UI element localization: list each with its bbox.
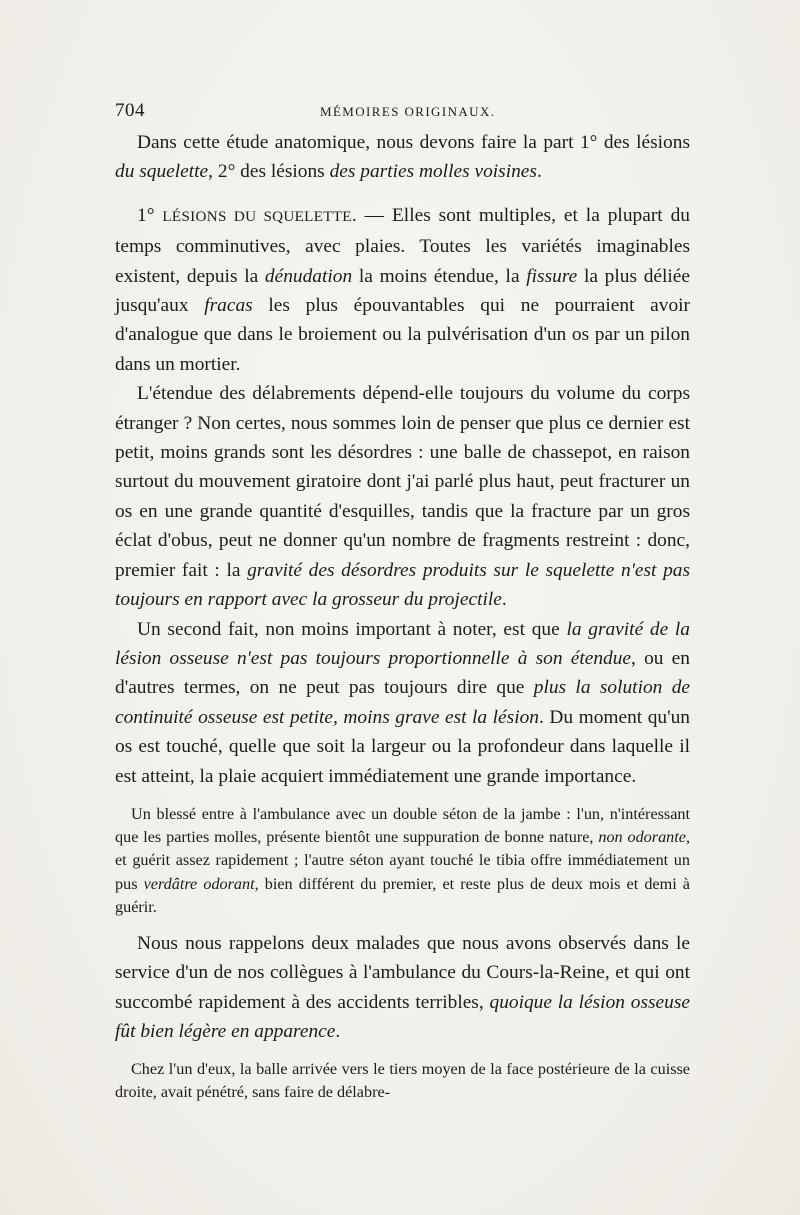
paragraph-intro — [115, 128, 690, 187]
text-run: Chez l'un d'eux, la balle arrivée vers le tiers moyen de la face postérieure de la cuisse droite, avait pénétré, sans faire de délabre- — [115, 1059, 690, 1101]
section-heading: LÉSIONS DU SQUELETTE — [162, 208, 352, 225]
text-run: Un second fait, non moins important à noter, est que — [137, 618, 567, 640]
text-run: , et guérit assez rapidement ; l'autre séton ayant touché le tibia offre immédiatement un pus — [115, 828, 690, 893]
italic-run: non odorante — [598, 828, 686, 847]
text-run: , bien différent du premier, et reste plus de deux mois et demi à guérir. — [115, 874, 690, 916]
page-body — [115, 128, 690, 1104]
section-number: 1° — [137, 204, 163, 226]
text-run: . — [501, 589, 507, 611]
italic-run: des parties molles voisines — [329, 161, 537, 183]
text-run: les plus épouvantables qui ne pourraient avoir d'analogue que dans le broiement ou la pulvérisation d'un os par un pilon dans un mortier. — [115, 295, 690, 375]
running-head: MÉMOIRES ORIGINAUX. — [320, 104, 496, 119]
page-header — [115, 100, 690, 124]
italic-run: dénudation — [264, 265, 353, 287]
italic-run: quoique la lésion osseuse fût bien légère en apparence — [115, 991, 690, 1043]
italic-run: fracas — [204, 295, 253, 317]
text-run: , 2° des lésions — [208, 161, 330, 183]
text-run: . Du moment qu'un os est touché, quelle que soit la largeur ou la profondeur dans laquelle il est atteint, la plaie acquiert immédiatement une grande importance. — [115, 706, 690, 787]
italic-run: plus la solution de continuité osseuse est petite, moins grave est la lésion — [115, 677, 690, 728]
text-run: la plus déliée jusqu'aux — [115, 265, 691, 317]
paragraph-exemple-seton — [115, 803, 690, 919]
italic-run: verdâtre odorant — [143, 874, 255, 893]
text-run: L'étendue des délabrements dépend-elle toujours du volume du corps étranger ? Non certes, nous sommes loin de penser que plus ce dernier est petit, moins grands sont les désordres : une balle de chassepot, en raison surtout du mouvement giratoire dont j'ai parlé plus haut, peut fracturer un os en une grande quantité d'esquilles, tandis que la fracture par un gros éclat d'obus, peut ne donner qu'un nombre de fragments restreint : donc, premier fait : la — [115, 383, 690, 581]
text-run: . — [335, 1021, 341, 1043]
paragraph-deux-malades — [115, 929, 690, 1047]
text-run: . — [536, 161, 542, 183]
text-run: . — Elles sont multiples, et la plupart du temps comminutives, avec plaies. Toutes les variétés imaginables existent, depuis la — [115, 204, 690, 287]
paragraph-etendue — [115, 379, 690, 614]
italic-run: gravité des désordres produits sur le squelette n'est pas toujours en rapport avec la grosseur du projectile — [115, 559, 691, 611]
page-number: 704 — [115, 100, 145, 121]
italic-run: fissure — [526, 265, 578, 287]
text-run: , ou en d'autres termes, on ne peut pas toujours dire que — [115, 647, 690, 699]
text-run: Un blessé entre à l'ambulance avec un double séton de la jambe : l'un, n'intéressant que les parties molles, présente bientôt une suppuration de bonne nature, — [115, 804, 690, 847]
text-run: Nous nous rappelons deux malades que nous avons observés dans le service d'un de nos collègues à l'ambulance du Cours-la-Reine, et qui ont succombé rapidement à des accidents terribles, — [115, 932, 690, 1013]
italic-run: du squelette — [115, 161, 209, 183]
paragraph-chez-l-un — [115, 1058, 690, 1104]
italic-run: la gravité de la lésion osseuse n'est pas toujours proportionnelle à son étendue — [115, 618, 691, 669]
text-run: la moins étendue, la — [352, 265, 527, 287]
text-run: Dans cette étude anatomique, nous devons faire la part 1° des lésions — [137, 132, 690, 153]
paragraph-lesions-squelette — [115, 201, 690, 379]
paragraph-second-fait — [115, 615, 690, 791]
